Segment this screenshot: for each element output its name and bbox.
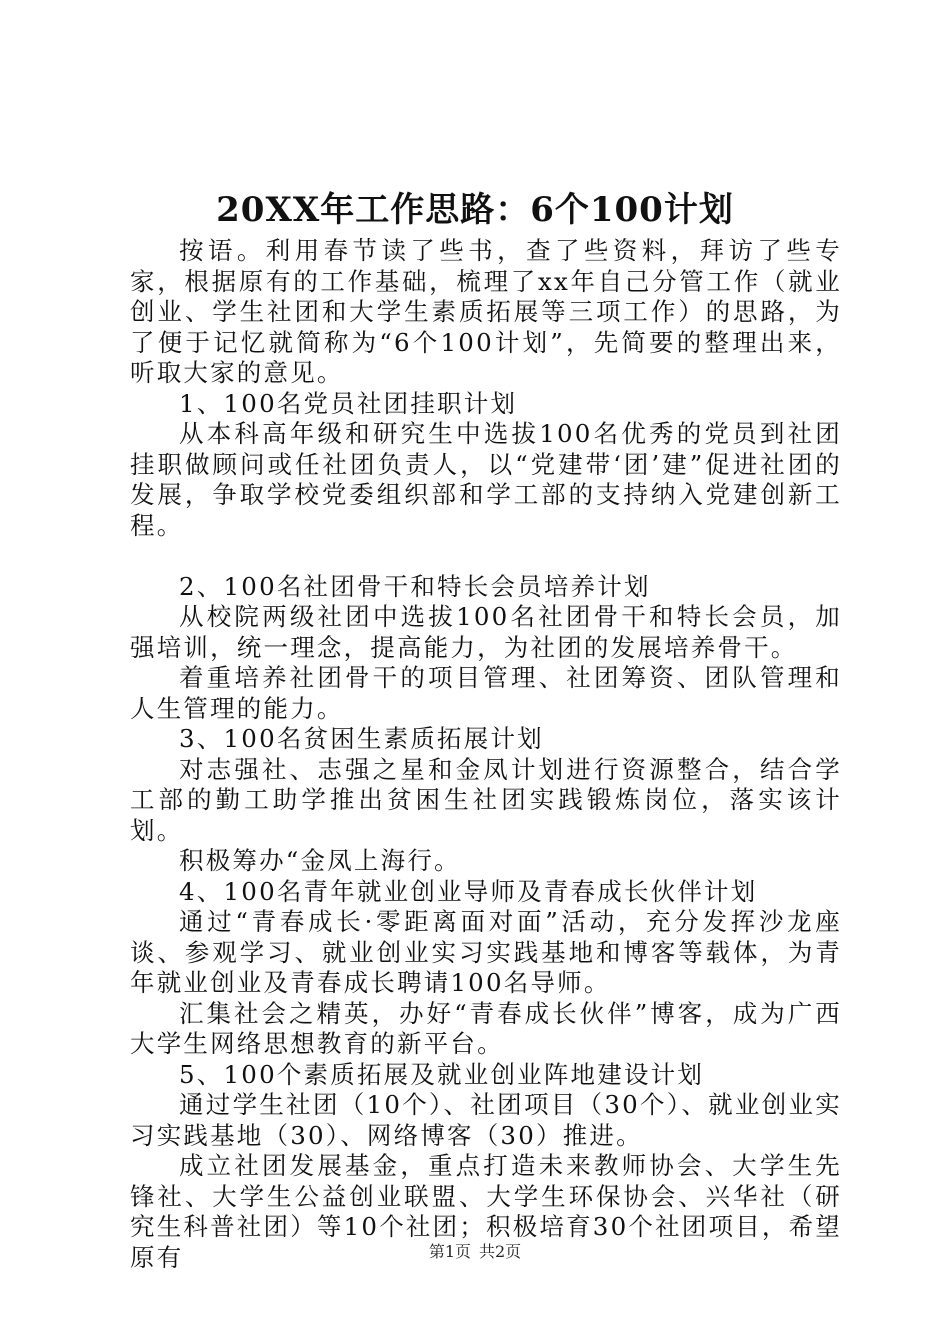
paragraph-preface: 按语。利用春节读了些书，查了些资料，拜访了些专家，根据原有的工作基础，梳理了xx年自己分管工作（就业创业、学生社团和大学生素质拓展等三项工作）的思路，为了便于记忆就简称为“6个100计划”，先简要的整理出来，听取大家的意见。 <box>130 236 842 387</box>
paragraph: 着重培养社团骨干的项目管理、社团筹资、团队管理和人生管理的能力。 <box>130 663 842 723</box>
document-body <box>130 236 842 1273</box>
blank-line <box>130 541 842 572</box>
paragraph: 通过学生社团（10个）、社团项目（30个）、就业创业实习实践基地（30）、网络博客（30）推进。 <box>130 1090 842 1150</box>
section-heading-1: 1、100名党员社团挂职计划 <box>179 388 518 418</box>
section-heading-4: 4、100名青年就业创业导师及青春成长伙伴计划 <box>179 876 758 906</box>
page-footer <box>0 1240 950 1264</box>
paragraph: 通过“青春成长·零距离面对面”活动，充分发挥沙龙座谈、参观学习、就业创业实习实践基地和博客等载体，为青年就业创业及青春成长聘请100名导师。 <box>130 907 842 997</box>
paragraph: 对志强社、志强之星和金凤计划进行资源整合，结合学工部的勤工助学推出贫困生社团实践锻炼岗位，落实该计划。 <box>130 754 842 845</box>
page-total: 共2页 <box>479 1242 522 1261</box>
section-heading-3: 3、100名贫困生素质拓展计划 <box>179 724 544 753</box>
document-title: 20XX年工作思路：6个100计划 <box>216 190 734 230</box>
paragraph: 积极筹办“金凤上海行。 <box>179 846 461 875</box>
paragraph: 汇集社会之精英，办好“青春成长伙伴”博客，成为广西大学生网络思想教育的新平台。 <box>130 998 842 1058</box>
section-heading-2: 2、100名社团骨干和特长会员培养计划 <box>179 571 651 601</box>
page-number: 第1页 <box>428 1242 471 1261</box>
section-heading-5: 5、100个素质拓展及就业创业阵地建设计划 <box>179 1059 705 1089</box>
paragraph: 成立社团发展基金，重点打造未来教师协会、大学生先锋社、大学生公益创业联盟、大学生环保协会、兴华社（研究生科普社团）等10个社团；积极培育30个社团项目，希望原有 <box>130 1151 842 1272</box>
paragraph: 从校院两级社团中选拔100名社团骨干和特长会员，加强培训，统一理念，提高能力，为社团的发展培养骨干。 <box>130 602 842 662</box>
paragraph: 从本科高年级和研究生中选拔100名优秀的党员到社团挂职做顾问或任社团负责人，以“党建带‘团’建”促进社团的发展，争取学校党委组织部和学工部的支持纳入党建创新工程。 <box>130 419 842 540</box>
